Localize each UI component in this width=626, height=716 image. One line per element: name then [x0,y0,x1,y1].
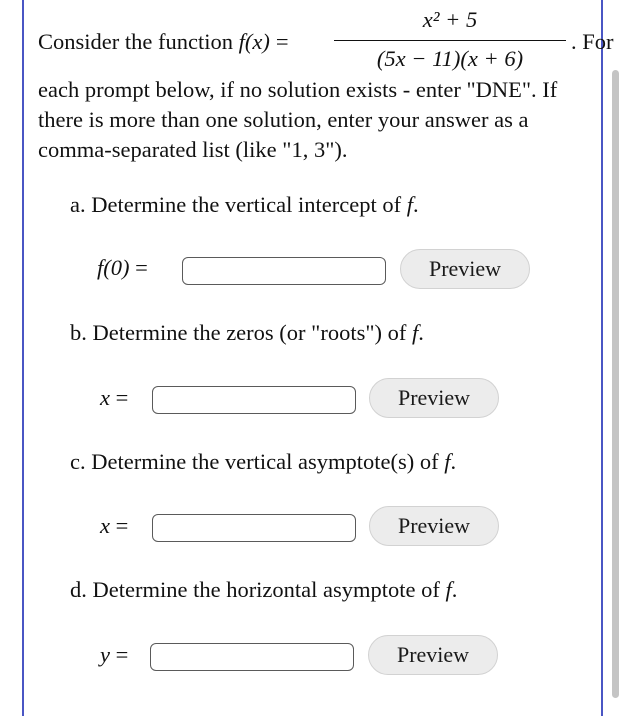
part-b-text: b. Determine the zeros (or "roots") of [70,320,407,345]
function-fraction [334,0,566,80]
part-d-lhs [100,642,128,668]
part-a-op: = [135,255,148,280]
part-a-end: . [412,192,419,217]
part-c-var: f [444,449,451,474]
part-a-var: f [406,192,413,217]
part-a-text: a. Determine the vertical intercept of [70,192,402,217]
part-b-op: = [115,385,129,410]
part-c-end: . [450,449,457,474]
function-name: f(x) [238,29,270,54]
intro-line [38,27,295,57]
part-d-answer-input[interactable] [150,643,354,671]
intro-suffix: . For [571,29,614,54]
part-a-answer-input[interactable] [182,257,386,285]
part-a-lhs-expr: f(0) [97,255,130,280]
part-c-answer-input[interactable] [152,514,356,542]
part-a-prompt [70,192,419,218]
part-b-prompt [70,320,424,346]
part-d-var: f [445,577,452,602]
intro-prefix: Consider the function [38,29,233,54]
part-c-lhs-expr: x [100,513,110,538]
part-b-end: . [418,320,424,345]
part-c-text: c. Determine the vertical asymptote(s) of [70,449,439,474]
part-d-lhs-expr: y [100,642,110,667]
part-c-preview-button[interactable]: Preview [369,506,499,546]
equals-sign: = [275,29,289,54]
part-b-var: f [412,320,419,345]
part-c-lhs [100,513,128,539]
part-b-lhs-expr: x [100,385,110,410]
part-d-op: = [115,642,129,667]
fraction-bar [334,40,566,41]
part-c-op: = [115,513,129,538]
fraction-numerator: x² + 5 [422,7,478,32]
part-a-lhs [97,255,148,281]
part-d-text: d. Determine the horizontal asymptote of [70,577,440,602]
part-b-answer-input[interactable] [152,386,356,414]
part-b-lhs [100,385,128,411]
scrollbar[interactable] [612,70,619,698]
part-c-prompt [70,449,456,475]
part-a-preview-button[interactable]: Preview [400,249,530,289]
part-b-preview-button[interactable]: Preview [369,378,499,418]
instructions: each prompt below, if no solution exists - enter "DNE". If there is more than one solution, enter your answer as a comma-separated list (like "1, 3"). [38,77,558,162]
part-d-prompt [70,577,457,603]
part-d-end: . [451,577,458,602]
fraction-denominator: (5x − 11)(x + 6) [376,46,524,71]
part-d-preview-button[interactable]: Preview [368,635,498,675]
